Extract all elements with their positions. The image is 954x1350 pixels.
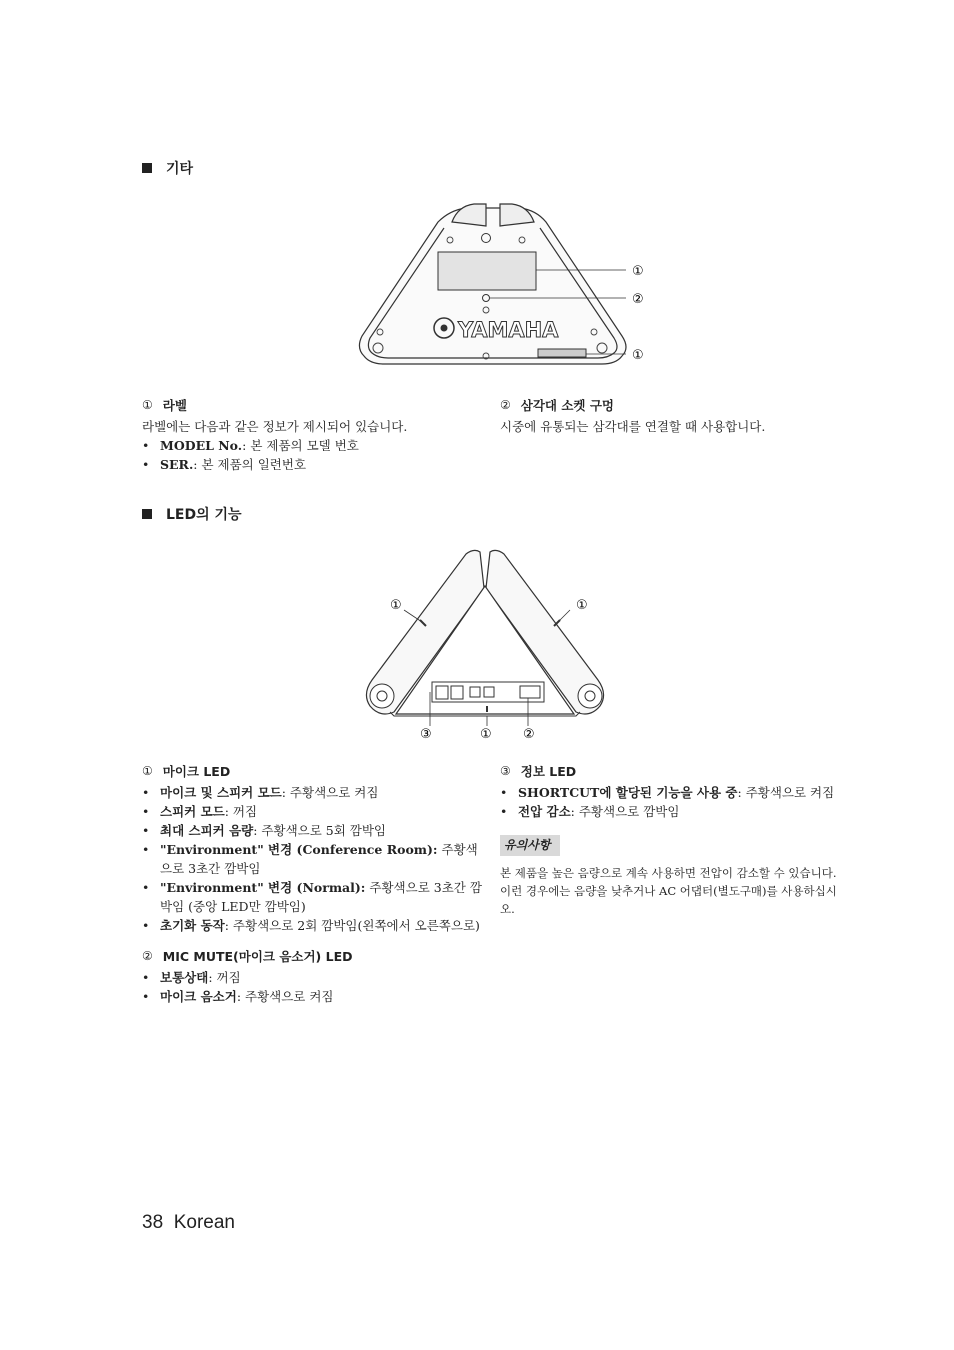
square-bullet-icon: [142, 163, 152, 173]
list-item: • MODEL No.: 본 제품의 모델 번호: [142, 436, 482, 455]
list-item: • SER.: 본 제품의 일련번호: [142, 455, 482, 474]
callout-mic-led-left: ①: [390, 598, 402, 613]
callout-socket-2: ②: [632, 292, 644, 307]
section-title: LED의 기능: [166, 507, 242, 523]
item-title: 마이크 LED: [162, 764, 231, 779]
info-led-item: [500, 762, 840, 918]
list-item: • "Environment" 변경 (Normal): 주황색으로 3초간 깜박임 (중앙 LED만 깜박임): [142, 878, 482, 916]
list-item: • "Environment" 변경 (Conference Room): 주황색으로 3초간 깜박임: [142, 840, 482, 878]
section-heading-other: [142, 158, 193, 178]
callout-mute-led: ②: [523, 727, 535, 742]
list-item: • 마이크 및 스피커 모드: 주황색으로 켜짐: [142, 783, 482, 802]
note-tag: 유의사항: [500, 835, 560, 856]
item-description: 라벨에는 다음과 같은 정보가 제시되어 있습니다.: [142, 419, 408, 434]
note-text: 본 제품을 높은 음량으로 계속 사용하면 전압이 감소할 수 있습니다. 이런 경우에는 음량을 낮추거나 AC 어댑터(별도구매)를 사용하십시오.: [500, 866, 837, 916]
section-heading-led: [142, 504, 242, 524]
list-item: • 초기화 동작: 주황색으로 2회 깜박임(왼쪽에서 오른쪽으로): [142, 916, 482, 935]
item-number: ①: [142, 398, 153, 412]
page-footer: [142, 1212, 235, 1234]
item-title: MIC MUTE(마이크 음소거) LED: [162, 949, 353, 964]
list-item: • 최대 스피커 음량: 주황색으로 5회 깜박임: [142, 821, 482, 840]
mute-led-item: [142, 947, 482, 966]
mic-led-item: [142, 762, 482, 1006]
tripod-socket-item: [500, 396, 840, 436]
item-number: ②: [500, 398, 511, 412]
item-number: ③: [500, 764, 511, 778]
callout-mic-led-center: ①: [480, 727, 492, 742]
item-number: ①: [142, 764, 153, 778]
item-title: 정보 LED: [520, 764, 577, 779]
item-title: 삼각대 소켓 구멍: [520, 398, 614, 413]
list-item: • 보통상태: 꺼짐: [142, 968, 482, 987]
page-number: 38: [142, 1212, 164, 1233]
device-bottom-figure: [350, 198, 660, 373]
callout-mic-led-right: ①: [576, 598, 588, 613]
callout-info-led: ③: [420, 727, 432, 742]
square-bullet-icon: [142, 509, 152, 519]
list-item: • 전압 감소: 주황색으로 깜박임: [500, 802, 840, 821]
brand-logo-text: YAMAHA: [458, 318, 559, 342]
callout-label-1a: ①: [632, 264, 644, 279]
list-item: • 마이크 음소거: 주황색으로 켜짐: [142, 987, 482, 1006]
page-language: Korean: [173, 1212, 235, 1233]
item-title: 라벨: [162, 398, 187, 413]
callout-label-1b: ①: [632, 348, 644, 363]
item-description: 시중에 유통되는 삼각대를 연결할 때 사용합니다.: [500, 419, 766, 434]
device-top-figure: [350, 540, 640, 745]
item-number: ②: [142, 949, 153, 963]
list-item: • 스피커 모드: 꺼짐: [142, 802, 482, 821]
list-item: • SHORTCUT에 할당된 기능을 사용 중: 주황색으로 켜짐: [500, 783, 840, 802]
section-title: 기타: [166, 161, 194, 177]
label-item: [142, 396, 482, 474]
